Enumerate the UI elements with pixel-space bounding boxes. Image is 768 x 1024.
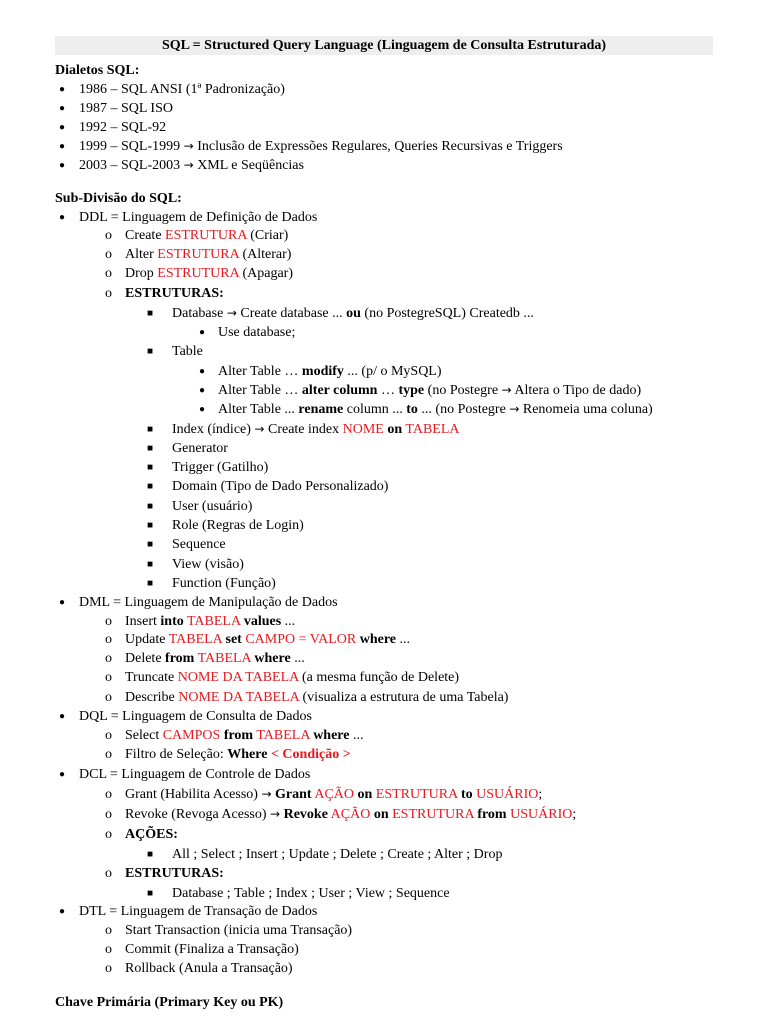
text-segment: Truncate: [125, 670, 178, 685]
text-segment: Role (Regras de Login): [172, 518, 304, 533]
text-segment: Chave Primária (Primary Key ou PK): [55, 995, 284, 1010]
bullet-square-icon: ■: [147, 424, 154, 435]
text-segment: DTL = Linguagem de Transação de Dados: [79, 904, 318, 919]
bullet-square-icon: ■: [147, 888, 154, 899]
text-segment: Alter Table ...: [218, 402, 299, 417]
text-segment: 1999 – SQL-1999: [79, 139, 184, 154]
bullet-disc-icon: ●: [199, 327, 206, 338]
list-item: [172, 535, 226, 554]
text-segment: DDL = Linguagem de Definição de Dados: [79, 210, 318, 225]
text-segment: ...: [349, 728, 364, 743]
bullet-disc-icon: ●: [59, 711, 66, 722]
bullet-disc-icon: ●: [59, 103, 66, 114]
list-item: [79, 99, 173, 118]
text-segment: Dialetos SQL:: [55, 63, 140, 78]
text-segment: from: [165, 651, 195, 666]
placeholder-term: AÇÃO: [314, 787, 354, 802]
text-segment: Filtro de Seleção:: [125, 747, 228, 762]
bullet-disc-icon: ●: [59, 84, 66, 95]
bullet-circle-icon: o: [105, 286, 112, 301]
text-segment: 1986 – SQL ANSI (1ª Padronização): [79, 82, 285, 97]
list-item: [172, 555, 244, 574]
placeholder-term: NOME DA TABELA: [178, 690, 300, 705]
arrow-right-icon: →: [509, 402, 520, 416]
list-item: [172, 516, 304, 535]
text-segment: where: [359, 632, 396, 647]
text-segment: All ; Select ; Insert ; Update ; Delete ; Create ; Alter ; Drop: [172, 847, 503, 862]
arrow-right-icon: →: [270, 807, 281, 821]
text-segment: DQL = Linguagem de Consulta de Dados: [79, 709, 312, 724]
text-segment: DML = Linguagem de Manipulação de Dados: [79, 595, 338, 610]
bullet-circle-icon: o: [105, 266, 112, 281]
text-segment: ou: [346, 306, 361, 321]
text-segment: XML e Seqüências: [193, 158, 304, 173]
list-item: [125, 825, 178, 844]
text-segment: ESTRUTURAS:: [125, 866, 224, 881]
arrow-right-icon: →: [183, 158, 194, 172]
text-segment: values: [243, 614, 282, 629]
text-segment: modify: [301, 364, 344, 379]
text-segment: where: [313, 728, 350, 743]
list-item: [125, 688, 508, 707]
text-segment: Where: [227, 747, 268, 762]
list-item: [125, 264, 293, 283]
placeholder-term: ESTRUTURA: [157, 247, 239, 262]
bullet-circle-icon: o: [105, 247, 112, 262]
text-segment: User (usuário): [172, 499, 253, 514]
text-segment: Database: [172, 306, 227, 321]
text-segment: (no PostegreSQL) Createdb ...: [360, 306, 534, 321]
text-segment: from: [223, 728, 254, 743]
placeholder-term: CAMPO = VALOR: [245, 632, 357, 647]
list-item: [125, 785, 542, 804]
list-item: [172, 304, 534, 323]
bullet-circle-icon: o: [105, 632, 112, 647]
bullet-circle-icon: o: [105, 787, 112, 802]
placeholder-term: TABELA: [405, 422, 460, 437]
list-item: [125, 649, 305, 668]
text-segment: …: [377, 383, 399, 398]
bullet-square-icon: ■: [147, 849, 154, 860]
text-segment: ;: [538, 787, 543, 802]
text-segment: Alter Table …: [218, 364, 302, 379]
list-item: [172, 458, 268, 477]
list-item: [125, 284, 224, 303]
text-segment: Index (índice): [172, 422, 255, 437]
list-item: [125, 921, 352, 940]
text-segment: Function (Função): [172, 576, 276, 591]
text-segment: Database ; Table ; Index ; User ; View ; Sequence: [172, 886, 450, 901]
text-segment: 1992 – SQL-92: [79, 120, 167, 135]
text-segment: Revoke: [283, 807, 328, 822]
text-segment: to: [460, 787, 473, 802]
text-segment: DCL = Linguagem de Controle de Dados: [79, 767, 311, 782]
bullet-circle-icon: o: [105, 690, 112, 705]
list-item: [125, 805, 576, 824]
bullet-circle-icon: o: [105, 866, 112, 881]
placeholder-term: CAMPOS: [162, 728, 221, 743]
list-item: [79, 593, 338, 612]
text-segment: to: [406, 402, 418, 417]
bullet-square-icon: ■: [147, 539, 154, 550]
list-item: [79, 902, 317, 921]
placeholder-term: USUÁRIO: [476, 787, 539, 802]
text-segment: (Alterar): [238, 247, 292, 262]
text-segment: set: [225, 632, 242, 647]
text-segment: Alter: [125, 247, 158, 262]
bullet-square-icon: ■: [147, 481, 154, 492]
list-item: [125, 612, 295, 631]
list-item: [172, 574, 276, 593]
list-item: [125, 726, 363, 745]
text-segment: Alter Table …: [218, 383, 302, 398]
list-item: [125, 940, 299, 959]
list-item: [172, 477, 388, 496]
bullet-square-icon: ■: [147, 346, 154, 357]
text-segment: Create: [125, 228, 166, 243]
text-segment: Generator: [172, 441, 228, 456]
bullet-disc-icon: ●: [59, 160, 66, 171]
bullet-disc-icon: ●: [59, 769, 66, 780]
list-item: [79, 118, 166, 137]
bullet-circle-icon: o: [105, 670, 112, 685]
text-segment: Sequence: [172, 537, 226, 552]
bullet-circle-icon: o: [105, 961, 112, 976]
placeholder-term: ESTRUTURA: [375, 787, 458, 802]
list-item: [218, 381, 641, 400]
text-segment: Sub-Divisão do SQL:: [55, 191, 182, 206]
text-segment: alter column: [301, 383, 378, 398]
arrow-right-icon: →: [226, 306, 237, 320]
text-segment: Domain (Tipo de Dado Personalizado): [172, 479, 389, 494]
text-segment: from: [477, 807, 507, 822]
text-segment: type: [398, 383, 425, 398]
arrow-right-icon: →: [254, 422, 265, 436]
arrow-right-icon: →: [183, 139, 194, 153]
placeholder-term: ESTRUTURA: [165, 228, 247, 243]
text-segment: on: [373, 807, 389, 822]
bullet-square-icon: ■: [147, 559, 154, 570]
bullet-circle-icon: o: [105, 747, 112, 762]
text-segment: Commit (Finaliza a Transação): [125, 942, 299, 957]
text-segment: Create database ...: [236, 306, 347, 321]
bullet-square-icon: ■: [147, 578, 154, 589]
list-item: [125, 630, 410, 649]
list-item: [125, 668, 459, 687]
text-segment: ...: [396, 632, 410, 647]
text-segment: ESTRUTURAS:: [125, 286, 224, 301]
text-segment: View (visão): [172, 557, 244, 572]
text-segment: (Apagar): [238, 266, 293, 281]
text-segment: ...: [281, 614, 296, 629]
list-item: [218, 400, 653, 419]
bullet-square-icon: ■: [147, 520, 154, 531]
placeholder-term: AÇÃO: [330, 807, 371, 822]
bullet-disc-icon: ●: [59, 141, 66, 152]
list-item: [172, 497, 252, 516]
text-segment: Rollback (Anula a Transação): [125, 961, 293, 976]
text-segment: Grant (Habilita Acesso): [125, 787, 262, 802]
bullet-disc-icon: ●: [59, 212, 66, 223]
bullet-square-icon: ■: [147, 462, 154, 473]
bullet-circle-icon: o: [105, 807, 112, 822]
bullet-circle-icon: o: [105, 728, 112, 743]
bullet-circle-icon: o: [105, 228, 112, 243]
list-item: [172, 845, 502, 864]
text-segment: Altera o Tipo de dado): [511, 383, 642, 398]
text-segment: Revoke (Revoga Acesso): [125, 807, 271, 822]
text-segment: Update: [125, 632, 169, 647]
text-segment: Delete: [125, 651, 166, 666]
text-segment: Inclusão de Expressões Regulares, Queries Recursivas e Triggers: [193, 139, 563, 154]
list-item: [125, 959, 293, 978]
text-segment: Use database;: [218, 325, 296, 340]
placeholder-term: TABELA: [186, 614, 241, 629]
text-segment: Grant: [275, 787, 312, 802]
text-segment: Select: [125, 728, 163, 743]
text-segment: Drop: [125, 266, 158, 281]
text-segment: 1987 – SQL ISO: [79, 101, 173, 116]
list-item: [172, 342, 203, 361]
arrow-right-icon: →: [261, 787, 272, 801]
text-segment: ;: [572, 807, 577, 822]
placeholder-term: < Condição >: [270, 747, 351, 762]
list-item: [79, 156, 304, 175]
text-segment: Renomeia uma coluna): [519, 402, 653, 417]
text-segment: ... (p/ o MySQL): [343, 364, 442, 379]
text-segment: Describe: [125, 690, 179, 705]
placeholder-term: USUÁRIO: [510, 807, 573, 822]
text-segment: on: [357, 787, 373, 802]
text-segment: into: [160, 614, 184, 629]
list-item: [79, 765, 310, 784]
bullet-disc-icon: ●: [199, 366, 206, 377]
list-item: [172, 420, 460, 439]
section-heading: [55, 993, 283, 1012]
list-item: [218, 323, 295, 342]
list-item: [172, 439, 228, 458]
text-segment: (visualiza a estrutura de uma Tabela): [299, 690, 509, 705]
list-item: [79, 707, 312, 726]
text-segment: 2003 – SQL-2003: [79, 158, 184, 173]
text-segment: column ...: [343, 402, 407, 417]
list-item: [79, 80, 285, 99]
text-segment: Insert: [125, 614, 161, 629]
text-segment: (Criar): [246, 228, 289, 243]
bullet-circle-icon: o: [105, 942, 112, 957]
bullet-disc-icon: ●: [199, 385, 206, 396]
list-item: [79, 208, 317, 227]
bullet-circle-icon: o: [105, 923, 112, 938]
text-segment: Create index: [264, 422, 343, 437]
text-segment: AÇÕES:: [125, 827, 178, 842]
list-item: [125, 745, 351, 764]
bullet-disc-icon: ●: [59, 906, 66, 917]
bullet-circle-icon: o: [105, 614, 112, 629]
placeholder-term: NOME DA TABELA: [177, 670, 299, 685]
list-item: [125, 864, 224, 883]
text-segment: on: [387, 422, 403, 437]
text-segment: ...: [290, 651, 305, 666]
section-heading: [55, 189, 182, 208]
list-item: [172, 884, 450, 903]
placeholder-term: ESTRUTURA: [157, 266, 239, 281]
placeholder-term: TABELA: [168, 632, 223, 647]
bullet-square-icon: ■: [147, 443, 154, 454]
placeholder-term: TABELA: [256, 728, 310, 743]
bullet-circle-icon: o: [105, 827, 112, 842]
section-heading: [55, 61, 139, 80]
text-segment: Table: [172, 344, 203, 359]
list-item: [218, 362, 442, 381]
text-segment: (a mesma função de Delete): [298, 670, 460, 685]
placeholder-term: TABELA: [197, 651, 251, 666]
text-segment: where: [254, 651, 291, 666]
text-segment: ... (no Postegre: [417, 402, 510, 417]
text-segment: (no Postegre: [424, 383, 502, 398]
list-item: [125, 226, 288, 245]
text-segment: rename: [298, 402, 344, 417]
placeholder-term: NOME: [342, 422, 384, 437]
bullet-square-icon: ■: [147, 501, 154, 512]
list-item: [79, 137, 563, 156]
text-segment: Trigger (Gatilho): [172, 460, 269, 475]
list-item: [125, 245, 291, 264]
text-segment: Start Transaction (inicia uma Transação): [125, 923, 353, 938]
arrow-right-icon: →: [501, 383, 512, 397]
page-title: SQL = Structured Query Language (Linguagem de Consulta Estruturada): [55, 36, 713, 55]
bullet-circle-icon: o: [105, 651, 112, 666]
bullet-disc-icon: ●: [199, 404, 206, 415]
bullet-disc-icon: ●: [59, 597, 66, 608]
bullet-disc-icon: ●: [59, 122, 66, 133]
placeholder-term: ESTRUTURA: [392, 807, 474, 822]
bullet-square-icon: ■: [147, 308, 154, 319]
